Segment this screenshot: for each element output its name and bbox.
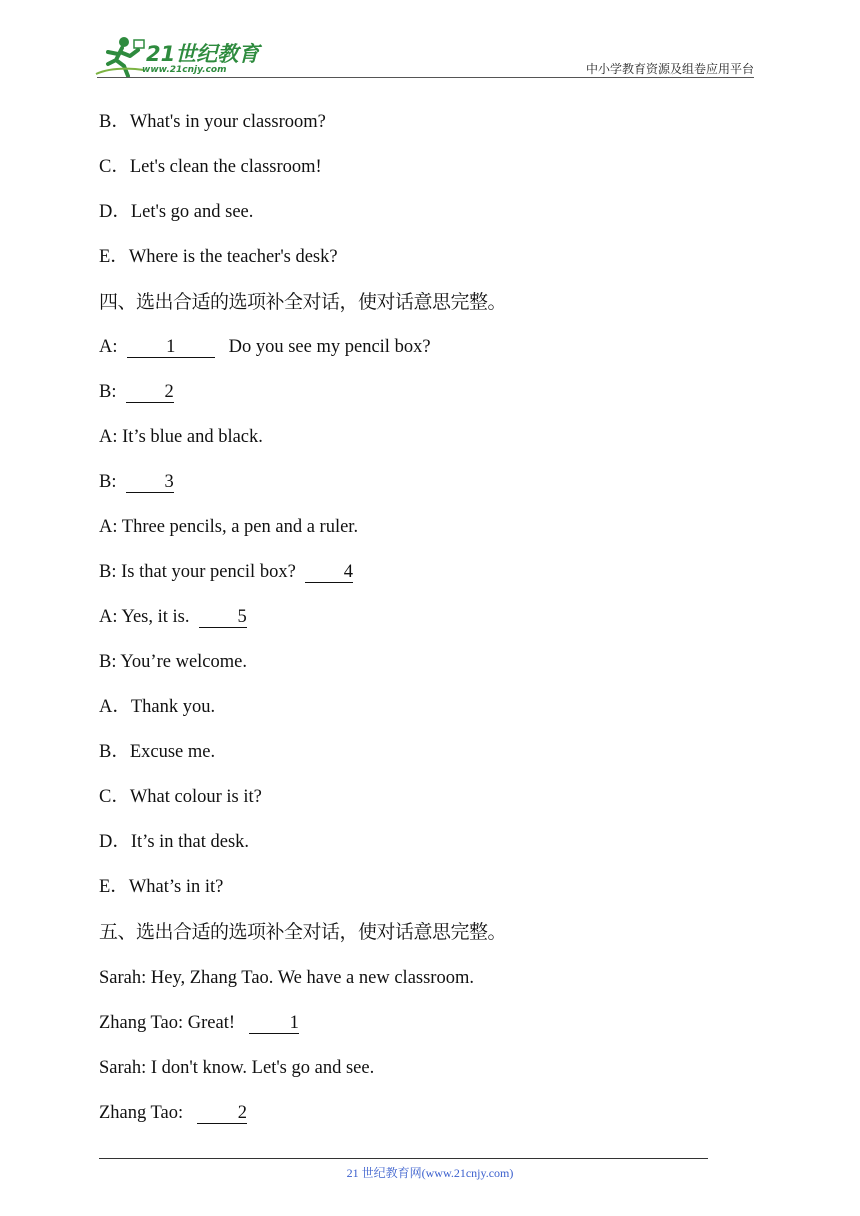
option-line: C．Let's clean the classroom! <box>99 157 322 177</box>
option-line: E．Where is the teacher's desk? <box>99 247 338 267</box>
section-heading: 五、选出合适的选项补全对话，使对话意思完整。 <box>99 921 507 943</box>
dialogue-line: Sarah: I don't know. Let's go and see. <box>99 1058 375 1078</box>
option-line: E．What’s in it? <box>99 877 224 897</box>
logo-url: www.21cnjy.com <box>142 65 227 75</box>
dialogue-line: B: 3 <box>99 472 174 492</box>
logo-text: 21世纪教育 <box>146 42 260 66</box>
footer-link[interactable]: 21 世纪教育网(www.21cnjy.com) <box>346 1166 514 1180</box>
section-heading: 四、选出合适的选项补全对话，使对话意思完整。 <box>99 291 507 313</box>
dialogue-line: Sarah: Hey, Zhang Tao. We have a new classroom. <box>99 968 474 988</box>
dialogue-line: Zhang Tao: Great! 1 <box>99 1013 299 1033</box>
answer-blank: 4 <box>305 562 353 583</box>
answer-blank: 1 <box>127 337 215 358</box>
header-divider <box>97 77 754 78</box>
dialogue-line: B: 2 <box>99 382 174 402</box>
page-header <box>0 0 860 80</box>
option-line: C．What colour is it? <box>99 787 262 807</box>
option-line: B．Excuse me. <box>99 742 216 762</box>
answer-blank: 2 <box>197 1103 247 1124</box>
page-footer <box>0 1164 860 1181</box>
dialogue-line: A: 1 Do you see my pencil box? <box>99 337 431 357</box>
answer-blank: 5 <box>199 607 247 628</box>
answer-blank: 1 <box>249 1013 299 1034</box>
dialogue-line: Zhang Tao: 2 <box>99 1103 248 1123</box>
site-logo <box>94 34 264 78</box>
option-line: D．It’s in that desk. <box>99 832 250 852</box>
footer-divider <box>99 1158 708 1159</box>
dialogue-line: A: It’s blue and black. <box>99 427 263 447</box>
answer-blank: 2 <box>126 382 174 403</box>
dialogue-line: A: Three pencils, a pen and a ruler. <box>99 517 359 537</box>
option-line: D．Let's go and see. <box>99 202 254 222</box>
dialogue-line: B: You’re welcome. <box>99 652 247 672</box>
option-line: B．What's in your classroom? <box>99 112 326 132</box>
dialogue-line: B: Is that your pencil box? 4 <box>99 562 354 582</box>
header-tagline: 中小学教育资源及组卷应用平台 <box>585 62 754 76</box>
answer-blank: 3 <box>126 472 174 493</box>
dialogue-line: A: Yes, it is. 5 <box>99 607 247 627</box>
option-line: A．Thank you. <box>99 697 216 717</box>
